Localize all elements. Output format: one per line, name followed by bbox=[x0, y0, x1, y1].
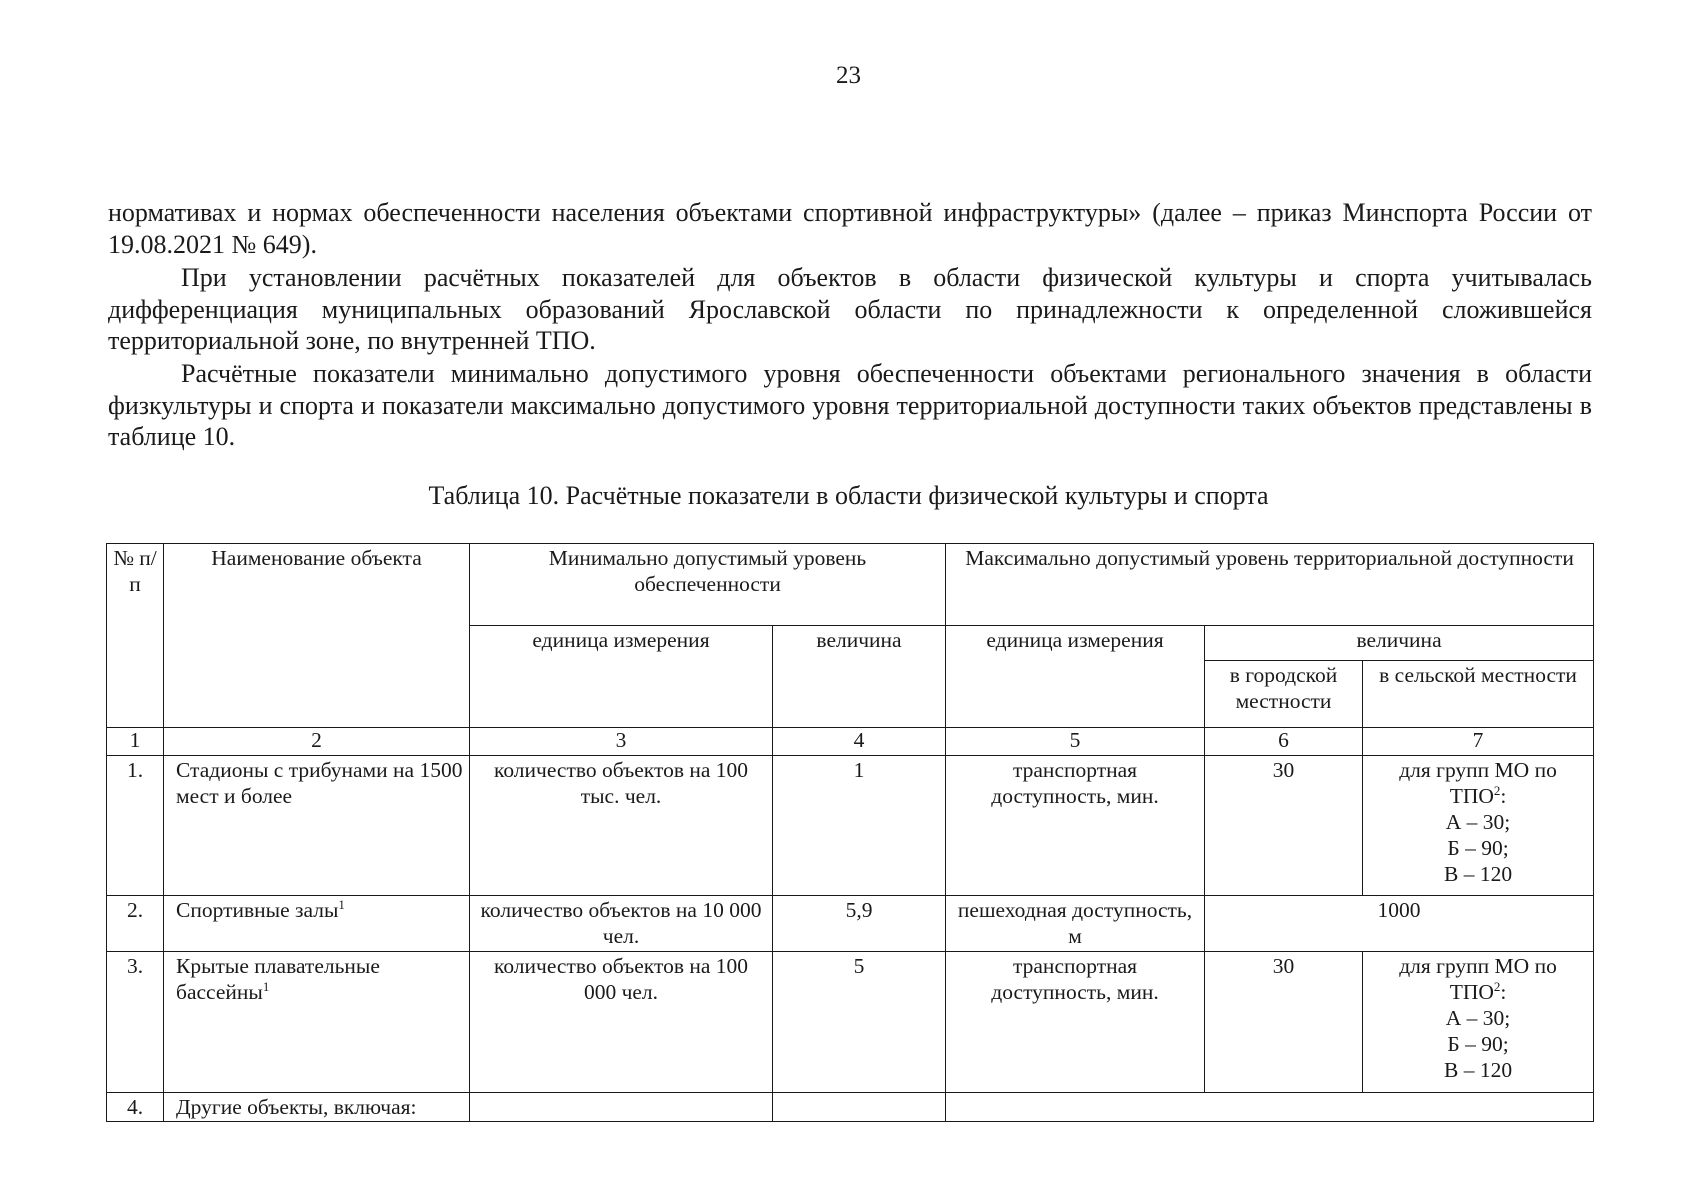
row-number: 1. bbox=[107, 755, 164, 896]
min-value: 1 bbox=[773, 755, 946, 896]
footnote-marker: 1 bbox=[262, 978, 270, 994]
paragraph-2: При установлении расчётных показателей для объектов в области физической культуры и спорта учитывалась дифференциация муниципальных образований Ярославской области по принадлежности к определенной сложившейся территориальной зоне, по внутренней ТПО. bbox=[108, 263, 1592, 355]
header-value-max: величина bbox=[1205, 625, 1594, 660]
header-num: № п/п bbox=[107, 544, 164, 728]
rural-group-c: В – 120 bbox=[1443, 861, 1513, 886]
rural-value bbox=[1363, 951, 1594, 1092]
min-unit: количество объектов на 100 000 чел. bbox=[470, 951, 773, 1092]
urban-value: 30 bbox=[1205, 951, 1363, 1092]
column-number: 3 bbox=[470, 728, 773, 755]
column-number: 1 bbox=[107, 728, 164, 755]
table-row bbox=[107, 896, 1594, 952]
rural-intro: для групп МО по ТПО$^2$: bbox=[1399, 953, 1557, 1004]
page-number: 23 bbox=[836, 62, 861, 89]
rural-group-a: А – 30; bbox=[1445, 1005, 1511, 1030]
indicators-table bbox=[106, 543, 1594, 1122]
rural-value bbox=[1363, 755, 1594, 896]
urban-value: 30 bbox=[1205, 755, 1363, 896]
max-unit: транспортная доступность, мин. bbox=[946, 755, 1205, 896]
row-number: 3. bbox=[107, 951, 164, 1092]
header-value-min: величина bbox=[773, 625, 946, 727]
rural-group-c: В – 120 bbox=[1443, 1057, 1513, 1082]
column-number: 4 bbox=[773, 728, 946, 755]
min-unit: количество объектов на 10 000 чел. bbox=[470, 896, 773, 952]
column-number: 5 bbox=[946, 728, 1205, 755]
header-urban: в городской местности bbox=[1205, 661, 1363, 728]
footnote-marker: 2 bbox=[1493, 978, 1501, 994]
header-row-1 bbox=[107, 544, 1594, 626]
object-name: Стадионы с трибунами на 1500 мест и более bbox=[164, 755, 470, 896]
row-number: 4. bbox=[107, 1092, 164, 1121]
object-name: Крытые плавательные бассейны$^1$ bbox=[164, 951, 470, 1092]
object-name: Другие объекты, включая: bbox=[164, 1092, 470, 1121]
max-value: 1000 bbox=[1205, 896, 1594, 952]
min-unit bbox=[470, 1092, 773, 1121]
rural-group-a: А – 30; bbox=[1445, 809, 1511, 834]
min-unit: количество объектов на 100 тыс. чел. bbox=[470, 755, 773, 896]
rural-group-b: Б – 90; bbox=[1447, 1031, 1509, 1056]
header-unit-max: единица измерения bbox=[946, 625, 1205, 727]
header-min-level: Минимально допустимый уровень обеспеченности bbox=[470, 544, 946, 626]
min-value bbox=[773, 1092, 946, 1121]
column-number: 7 bbox=[1363, 728, 1594, 755]
header-name: Наименование объекта bbox=[164, 544, 470, 728]
footnote-marker: 1 bbox=[338, 897, 345, 913]
table-row bbox=[107, 1092, 1594, 1121]
header-unit-min: единица измерения bbox=[470, 625, 773, 727]
object-name: Спортивные залы$^1$ bbox=[164, 896, 470, 952]
row-number: 2. bbox=[107, 896, 164, 952]
paragraph-3: Расчётные показатели минимально допустимого уровня обеспеченности объектами регионального значения в области физкультуры и спорта и показатели максимально допустимого уровня территориальной доступности таких объектов представлены в таблице 10. bbox=[108, 359, 1592, 451]
footnote-marker: 2 bbox=[1493, 782, 1501, 798]
table-caption: Таблица 10. Расчётные показатели в области физической культуры и спорта bbox=[428, 481, 1269, 510]
table-row bbox=[107, 755, 1594, 896]
min-value: 5 bbox=[773, 951, 946, 1092]
table-row bbox=[107, 951, 1594, 1092]
column-number: 2 bbox=[164, 728, 470, 755]
max-unit: пешеходная доступность, м bbox=[946, 896, 1205, 952]
rural-group-b: Б – 90; bbox=[1447, 835, 1509, 860]
min-value: 5,9 bbox=[773, 896, 946, 952]
column-number: 6 bbox=[1205, 728, 1363, 755]
header-rural: в сельской местности bbox=[1363, 661, 1594, 728]
rural-intro: для групп МО по ТПО$^2$: bbox=[1399, 757, 1557, 808]
header-max-level: Максимально допустимый уровень территориальной доступности bbox=[946, 544, 1594, 626]
max-unit: транспортная доступность, мин. bbox=[946, 951, 1205, 1092]
max-value bbox=[946, 1092, 1594, 1121]
column-numbers-row bbox=[107, 728, 1594, 755]
paragraph-1: нормативах и нормах обеспеченности населения объектами спортивной инфраструктуры» (далее – приказ Минспорта России от 19.08.2021 № 649). bbox=[108, 198, 1592, 259]
